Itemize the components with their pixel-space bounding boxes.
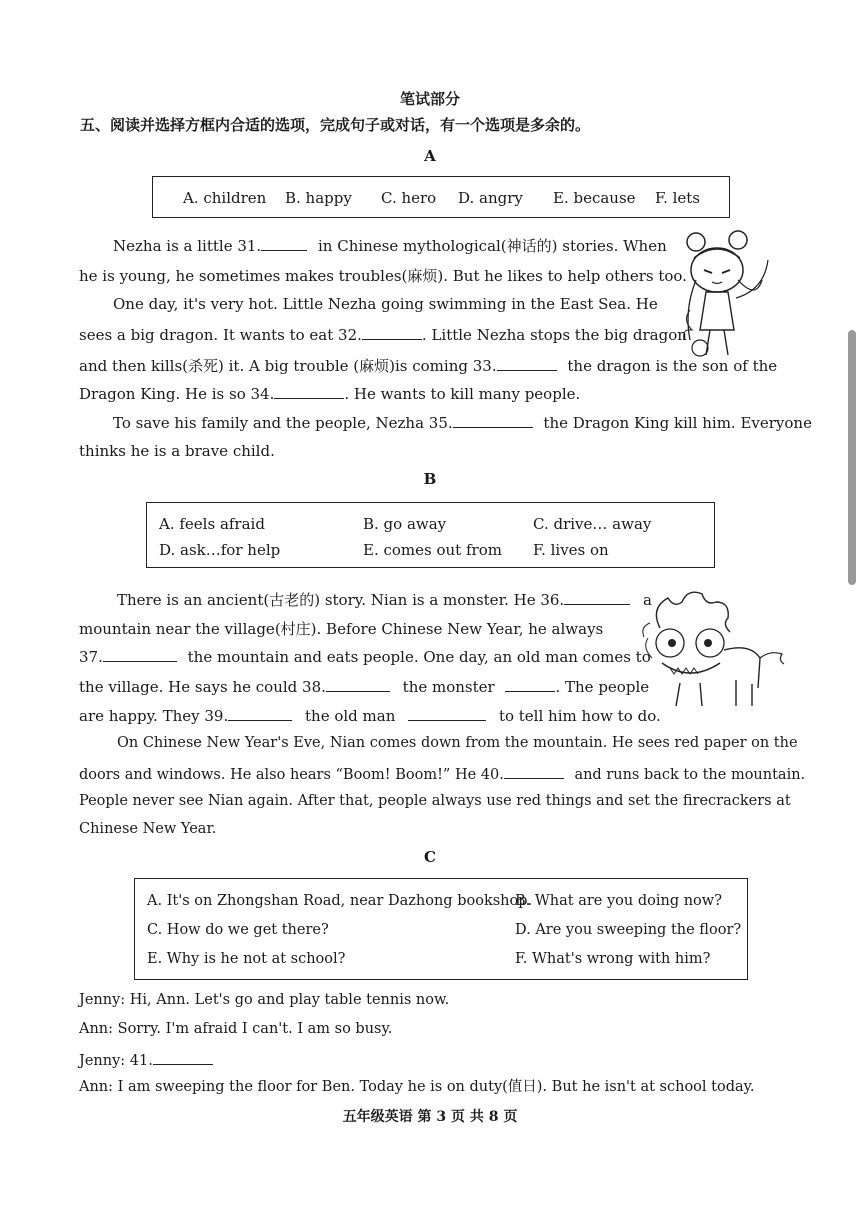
option-e: E. Why is he not at school? <box>147 951 346 967</box>
answer-blank-33[interactable] <box>497 356 557 371</box>
option-b: B. happy <box>285 189 352 207</box>
passage-b-line-7 <box>79 764 805 783</box>
passage-b-line-6: On Chinese New Year's Eve, Nian comes down from the mountain. He sees red paper on the <box>117 735 798 751</box>
passage-a-line-1 <box>113 235 667 256</box>
option-f: F. lives on <box>533 541 609 559</box>
section-a-label: A <box>424 147 436 165</box>
passage-b-line-4 <box>79 677 649 696</box>
option-e: E. because <box>553 189 636 207</box>
answer-blank-40[interactable] <box>504 764 564 779</box>
passage-b-line-5 <box>79 706 661 725</box>
scrollbar-thumb[interactable] <box>848 330 856 585</box>
option-b: B. What are you doing now? <box>515 893 722 909</box>
passage-a-line-4 <box>79 325 687 344</box>
answer-blank-38[interactable] <box>326 677 390 692</box>
page-footer: 五年级英语 第 3 页 共 8 页 <box>342 1109 518 1125</box>
passage-a-line-6 <box>79 384 580 403</box>
option-a: A. children <box>183 189 267 207</box>
line-text: doors and windows. He also hears “Boom! Boom!” He 40. <box>79 767 504 783</box>
line-text: the Dragon King kill him. Everyone <box>543 414 812 432</box>
option-c: C. drive… away <box>533 515 652 533</box>
line-text: . He wants to kill many people. <box>344 385 581 403</box>
passage-a-line-8: thinks he is a brave child. <box>79 442 275 460</box>
line-text: the dragon is the son of the <box>567 357 778 375</box>
passage-a-line-2: he is young, he sometimes makes troubles(麻烦). But he likes to help others too. <box>79 267 687 285</box>
option-a: A. feels afraid <box>159 515 265 533</box>
section-b-option-box <box>146 502 715 568</box>
section-c-label: C <box>424 848 436 866</box>
passage-b-line-8: People never see Nian again. After that, people always use red things and set the firecrackers at <box>79 793 791 809</box>
option-b: B. go away <box>363 515 447 533</box>
dialogue-line-1: Jenny: Hi, Ann. Let's go and play table tennis now. <box>79 992 450 1008</box>
answer-blank-35[interactable] <box>453 413 533 428</box>
line-text: . Little Nezha stops the big dragon <box>421 326 687 344</box>
line-text: are happy. They 39. <box>79 707 229 725</box>
answer-blank-32[interactable] <box>362 325 422 340</box>
nezha-illustration <box>676 220 776 370</box>
answer-blank-38b[interactable] <box>505 677 555 692</box>
line-text: . The people <box>555 678 650 696</box>
page-title: 笔试部分 <box>399 90 460 108</box>
answer-blank-36[interactable] <box>564 590 630 605</box>
passage-b-line-9: Chinese New Year. <box>79 821 217 837</box>
answer-blank-37[interactable] <box>103 647 177 662</box>
answer-blank-41[interactable] <box>153 1050 213 1065</box>
passage-a-line-3: One day, it's very hot. Little Nezha going swimming in the East Sea. He <box>113 295 658 313</box>
line-text: 37. <box>79 648 103 666</box>
line-text: to tell him how to do. <box>498 707 661 725</box>
answer-blank-39b[interactable] <box>408 706 486 721</box>
line-text: a <box>642 591 652 609</box>
option-c: C. How do we get there? <box>147 922 329 938</box>
line-text: Dragon King. He is so 34. <box>79 385 275 403</box>
option-f: F. lets <box>655 189 701 207</box>
question-instruction: 五、阅读并选择方框内合适的选项，完成句子或对话，有一个选项是多余的。 <box>80 116 591 134</box>
option-a: A. It's on Zhongshan Road, near Dazhong bookshop. <box>147 893 533 909</box>
line-text: the village. He says he could 38. <box>79 678 326 696</box>
line-text: Jenny: 41. <box>79 1053 153 1069</box>
passage-a-line-7 <box>113 413 812 432</box>
line-text: the monster <box>402 678 495 696</box>
line-text: To save his family and the people, Nezha 35. <box>113 414 453 432</box>
answer-blank-34[interactable] <box>274 384 344 399</box>
passage-b-line-1 <box>117 589 652 610</box>
section-b-label: B <box>423 470 437 488</box>
line-text: There is an ancient(古老的) story. Nian is a monster. He 36. <box>117 591 565 609</box>
section-c-option-box <box>134 878 748 980</box>
line-text: sees a big dragon. It wants to eat 32. <box>79 326 362 344</box>
section-a-option-box <box>152 176 730 218</box>
answer-blank-39[interactable] <box>228 706 292 721</box>
line-text: and runs back to the mountain. <box>574 767 806 783</box>
dialogue-line-4: Ann: I am sweeping the floor for Ben. Today he is on duty(值日). But he isn't at school today. <box>79 1079 755 1095</box>
line-text: the old man <box>305 707 396 725</box>
nian-monster-illustration <box>640 588 785 713</box>
passage-b-line-3 <box>79 647 651 666</box>
option-c: C. hero <box>381 189 437 207</box>
line-text: and then kills(杀死) it. A big trouble (麻烦)is coming 33. <box>79 357 497 375</box>
passage-a-line-5 <box>79 355 777 376</box>
option-e: E. comes out from <box>363 541 502 559</box>
option-d: D. ask…for help <box>159 541 281 559</box>
dialogue-line-3 <box>79 1050 213 1069</box>
option-d: D. angry <box>458 189 523 207</box>
answer-blank-31[interactable] <box>261 236 307 251</box>
line-text: Nezha is a little 31. <box>113 237 262 255</box>
dialogue-line-2: Ann: Sorry. I'm afraid I can't. I am so busy. <box>79 1021 393 1037</box>
option-f: F. What's wrong with him? <box>515 951 711 967</box>
option-d: D. Are you sweeping the floor? <box>515 922 742 938</box>
line-text: in Chinese mythological(神话的) stories. When <box>317 237 667 255</box>
passage-b-line-2: mountain near the village(村庄). Before Chinese New Year, he always <box>79 620 604 638</box>
line-text: the mountain and eats people. One day, an old man comes to <box>187 648 651 666</box>
